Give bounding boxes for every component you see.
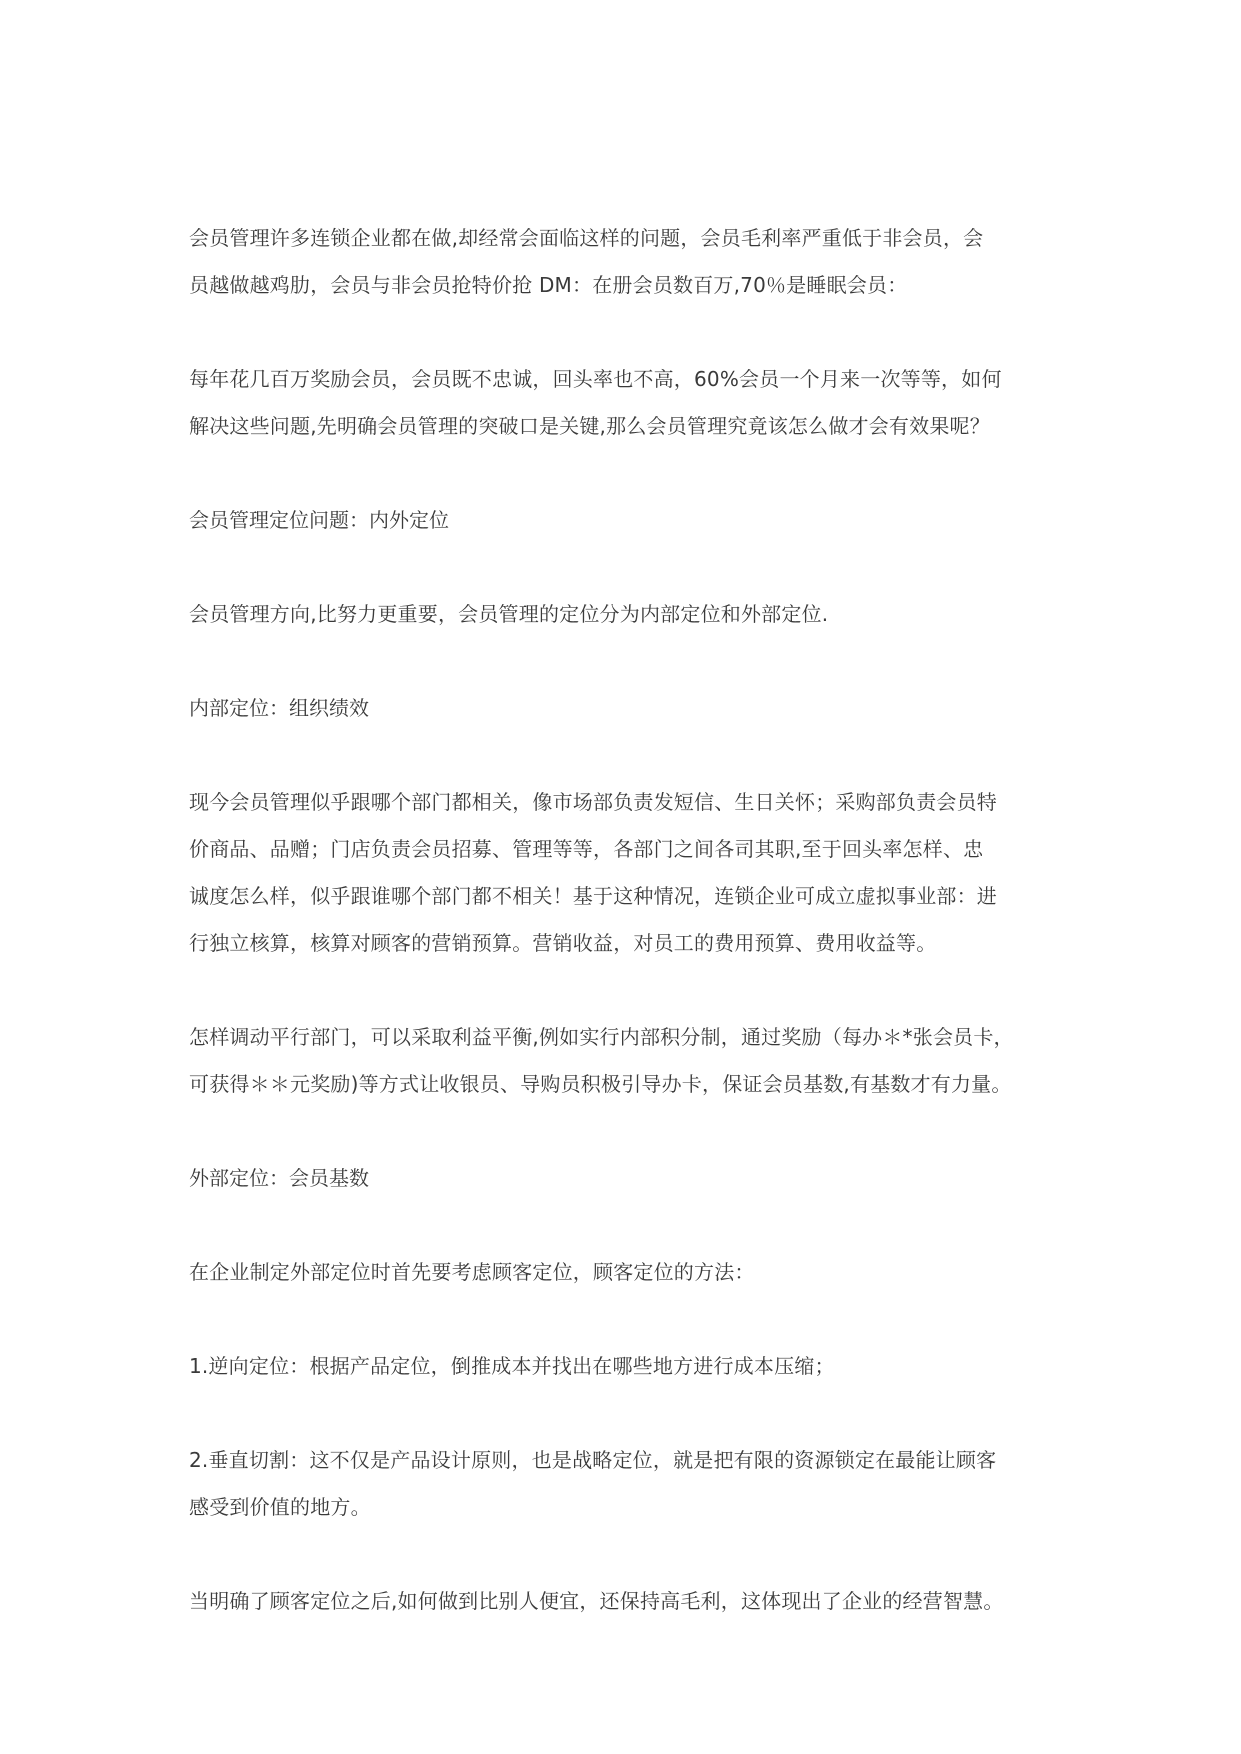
paragraph-direction <box>189 591 1059 638</box>
document-body <box>189 215 1059 1672</box>
list-item-vertical-cut <box>189 1437 1059 1531</box>
text-line: 1.逆向定位：根据产品定位，倒推成本并找出在哪些地方进行成本压缩； <box>189 1354 835 1378</box>
section-heading-external <box>189 1155 1059 1202</box>
text-line: 会员管理许多连锁企业都在做,却经常会面临这样的问题，会员毛利率严重低于非会员，会 <box>189 226 984 250</box>
text-line: 怎样调动平行部门，可以采取利益平衡,例如实行内部积分制，通过奖励（每办＊*张会员卡， <box>189 1025 1014 1049</box>
text-line: 会员管理方向,比努力更重要，会员管理的定位分为内部定位和外部定位. <box>189 602 829 626</box>
heading-text: 会员管理定位问题：内外定位 <box>189 508 449 532</box>
list-item-reverse-positioning <box>189 1343 1059 1390</box>
text-line: 现今会员管理似乎跟哪个部门都相关，像市场部负责发短信、生日关怀；采购部负责会员特 <box>189 790 997 814</box>
paragraph-conclusion <box>189 1578 1059 1625</box>
text-line: 行独立核算，核算对顾客的营销预算。营销收益，对员工的费用预算、费用收益等。 <box>189 931 937 955</box>
section-heading-internal <box>189 685 1059 732</box>
text-line: 解决这些问题,先明确会员管理的突破口是关键,那么会员管理究竟该怎么做才会有效果呢？ <box>189 414 990 438</box>
text-line: 在企业制定外部定位时首先要考虑顾客定位，顾客定位的方法： <box>189 1260 755 1284</box>
paragraph-intro <box>189 215 1059 309</box>
text-line: 员越做越鸡肋，会员与非会员抢特价抢 DM：在册会员数百万,70％是睡眠会员： <box>189 273 908 297</box>
text-line: 可获得＊＊元奖励)等方式让收银员、导购员积极引导办卡，保证会员基数,有基数才有力量。 <box>189 1072 1012 1096</box>
paragraph-problems <box>189 356 1059 450</box>
paragraph-departments <box>189 779 1059 967</box>
text-line: 2.垂直切割：这不仅是产品设计原则，也是战略定位，就是把有限的资源锁定在最能让顾客 <box>189 1448 997 1472</box>
text-line: 每年花几百万奖励会员，会员既不忠诚，回头率也不高，60%会员一个月来一次等等，如何 <box>189 367 1002 391</box>
heading-text: 内部定位：组织绩效 <box>189 696 369 720</box>
text-line: 感受到价值的地方。 <box>189 1495 371 1519</box>
paragraph-incentives <box>189 1014 1059 1108</box>
text-line: 诚度怎么样，似乎跟谁哪个部门都不相关！基于这种情况，连锁企业可成立虚拟事业部：进 <box>189 884 997 908</box>
text-line: 当明确了顾客定位之后,如何做到比别人便宜，还保持高毛利，这体现出了企业的经营智慧。 <box>189 1589 1004 1613</box>
section-heading-positioning <box>189 497 1059 544</box>
text-line: 价商品、品赠；门店负责会员招募、管理等等，各部门之间各司其职,至于回头率怎样、忠 <box>189 837 984 861</box>
paragraph-customer-positioning <box>189 1249 1059 1296</box>
heading-text: 外部定位：会员基数 <box>189 1166 369 1190</box>
